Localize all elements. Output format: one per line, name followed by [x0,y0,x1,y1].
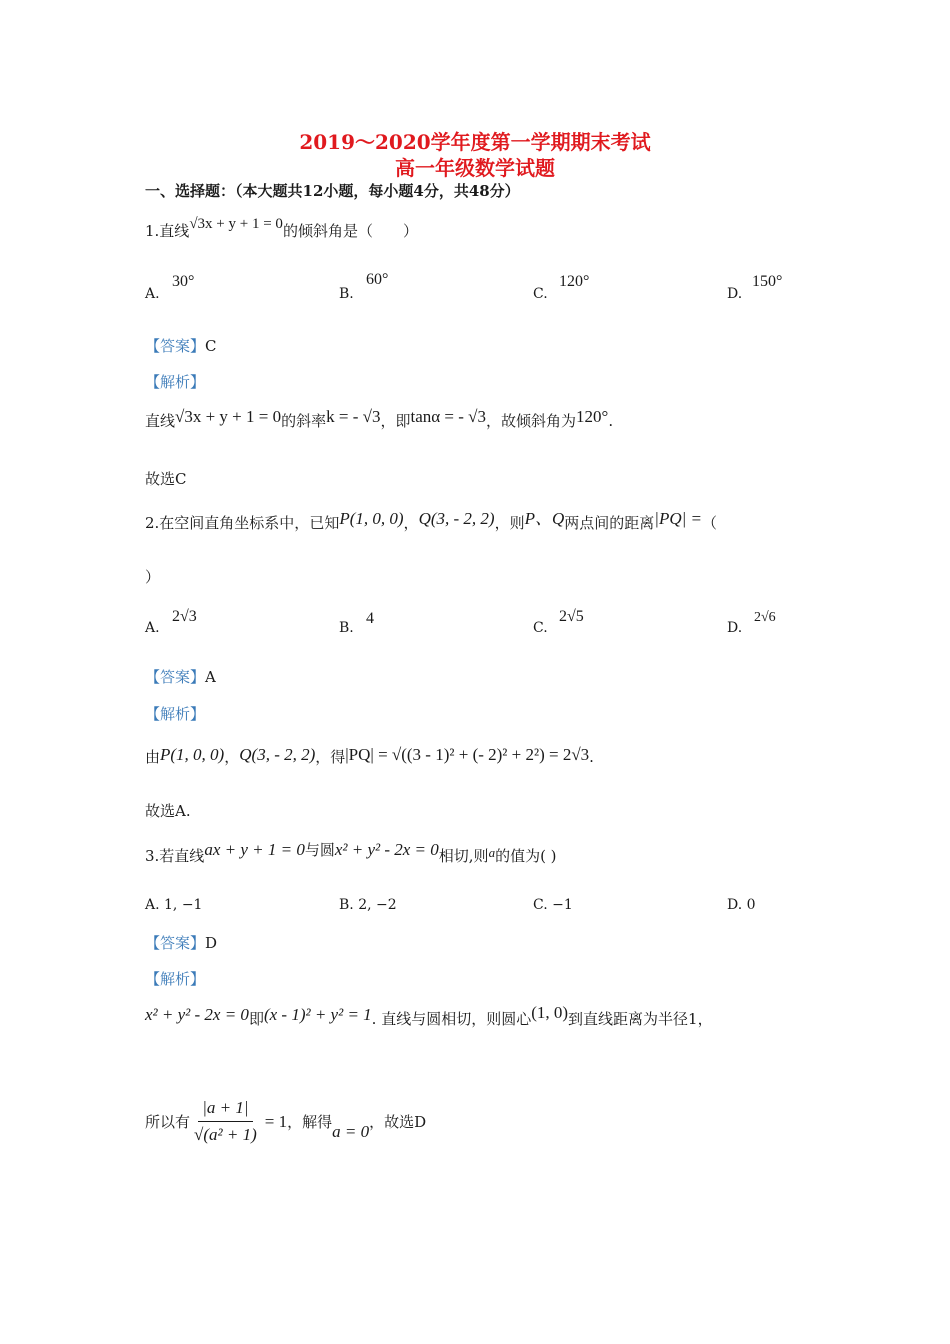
q1-analysis [145,407,614,431]
q2-a-expr-3: |PQ| = √((3 - 1)² + (- 2)² + 2²) = 2√3 [345,745,590,764]
q1-answer-value: C [205,337,217,355]
q3-expr-1: ax + y + 1 = 0 [204,840,305,859]
question-2 [145,508,717,533]
q3-a-text-4: 所以有 [145,1113,191,1131]
q2-a-text-4: . [589,748,594,766]
q2-text-3: ，则 [494,514,525,532]
q2-a-expr-1: P(1, 0, 0) [160,745,225,764]
q1-option-a-value: 30° [172,273,195,290]
q1-option-b-value: 60° [366,271,389,288]
q3-option-d: D. 0 [727,897,756,913]
q3-answer [145,932,217,953]
q2-option-c-value: 2√5 [559,608,584,625]
q1-option-c: C. [533,286,548,302]
q3-expr-3: a [488,845,496,860]
q1-a-expr-4: 120° [576,407,609,426]
q3-a-expr-1: x² + y² - 2x = 0 [145,1005,249,1024]
page-subtitle: 高一年级数学试题 [395,156,555,180]
q3-analysis-label: 【解析】 [145,970,206,988]
q2-option-d: D. [727,620,743,636]
q3-a-expr-3: (1, 0) [531,1003,569,1022]
q1-a-text-5: . [608,412,614,430]
q1-option-a: A. [145,286,160,302]
q1-option-d: D. [727,286,743,302]
q3-text-3: 相切,则 [438,847,489,865]
q2-close-paren: ） [145,568,161,586]
q3-text-4: 的值为( ) [495,847,557,865]
q2-text-5: （ [702,514,718,532]
answer-label: 【答案】 [145,934,206,952]
q2-text-2: ， [403,514,419,532]
q1-a-text-4: ，故倾斜角为 [486,412,577,430]
q3-a-text-3: 到直线距离为半径1， [568,1010,713,1028]
q2-answer-value: A [205,668,216,686]
q1-a-expr-1: √3x + y + 1 = 0 [175,407,282,426]
answer-label: 【答案】 [145,668,206,686]
q3-prefix: 3.若直线 [145,847,205,865]
q1-option-d-value: 150° [752,273,783,290]
q3-a-expr-2: (x - 1)² + y² = 1 [263,1005,372,1024]
q3-option-a: A. 1, −1 [145,897,203,913]
section-heading: 一、选择题：（本大题共12小题，每小题4分，共48分） [145,182,520,200]
q1-prefix: 1.直线 [145,222,190,240]
q1-option-c-value: 120° [559,273,590,290]
q1-conclusion: 故选C [145,470,187,488]
q3-text-2: 与圆 [304,841,335,859]
q1-a-expr-3: tanα = - √3 [410,407,486,426]
q2-option-d-value: 2√6 [754,610,776,625]
q2-expr-2: Q(3, - 2, 2) [418,509,495,528]
q2-a-text-2: ， [224,748,240,766]
q1-suffix: 的倾斜角是（ ） [282,222,418,240]
q3-analysis-line-2 [145,1098,426,1145]
q3-a-text-6: ，故选D [369,1113,427,1131]
q2-text-4: 两点间的距离 [564,514,655,532]
q3-answer-value: D [205,934,218,952]
q3-analysis-line-1 [145,1003,713,1029]
q2-conclusion: 故选A. [145,802,191,820]
q3-a-text-1: 即 [248,1010,264,1028]
q2-analysis [145,746,594,767]
answer-label: 【答案】 [145,337,206,355]
page-title: 2019～2020学年度第一学期期末考试 [299,130,651,154]
q3-a-fraction-numerator: |a + 1| [198,1098,252,1122]
q3-a-text-5: ，解得 [287,1113,333,1131]
q2-a-text-3: ，得 [315,748,346,766]
q3-expr-2: x² + y² - 2x = 0 [334,840,439,859]
q2-option-b: B. [339,620,354,636]
q1-answer [145,335,217,356]
q2-expr-4: |PQ| = [654,509,703,528]
q2-analysis-label: 【解析】 [145,705,206,723]
q2-option-c: C. [533,620,548,636]
q1-a-text-3: ，即 [380,412,411,430]
q2-option-a-value: 2√3 [172,608,197,625]
q3-a-fraction [190,1098,261,1145]
q1-a-text-2: 的斜率 [281,412,327,430]
q1-analysis-label: 【解析】 [145,373,206,391]
q2-expr-1: P(1, 0, 0) [339,509,404,528]
q2-option-b-value: 4 [366,610,374,627]
q1-a-expr-2: k = - √3 [326,407,381,426]
q2-option-a: A. [145,620,160,636]
q3-a-expr-4: = 1 [264,1111,288,1131]
q3-option-c: C. −1 [533,897,573,913]
q2-answer [145,666,216,687]
q3-option-b: B. 2, −2 [339,897,397,913]
q3-a-fraction-denominator: √(a² + 1) [194,1125,257,1144]
q3-a-text-2: . 直线与圆相切，则圆心 [371,1010,532,1028]
question-1 [145,216,418,241]
q1-option-b: B. [339,286,354,302]
q2-expr-3: P、Q [524,509,565,528]
question-3 [145,840,557,866]
q1-expr: √3x + y + 1 = 0 [189,216,283,232]
q3-a-expr-5: a = 0 [332,1121,370,1141]
q1-a-text-1: 直线 [145,412,176,430]
q2-a-expr-2: Q(3, - 2, 2) [239,745,316,764]
q2-a-text-1: 由 [145,748,161,766]
q2-prefix: 2.在空间直角坐标系中，已知 [145,514,340,532]
